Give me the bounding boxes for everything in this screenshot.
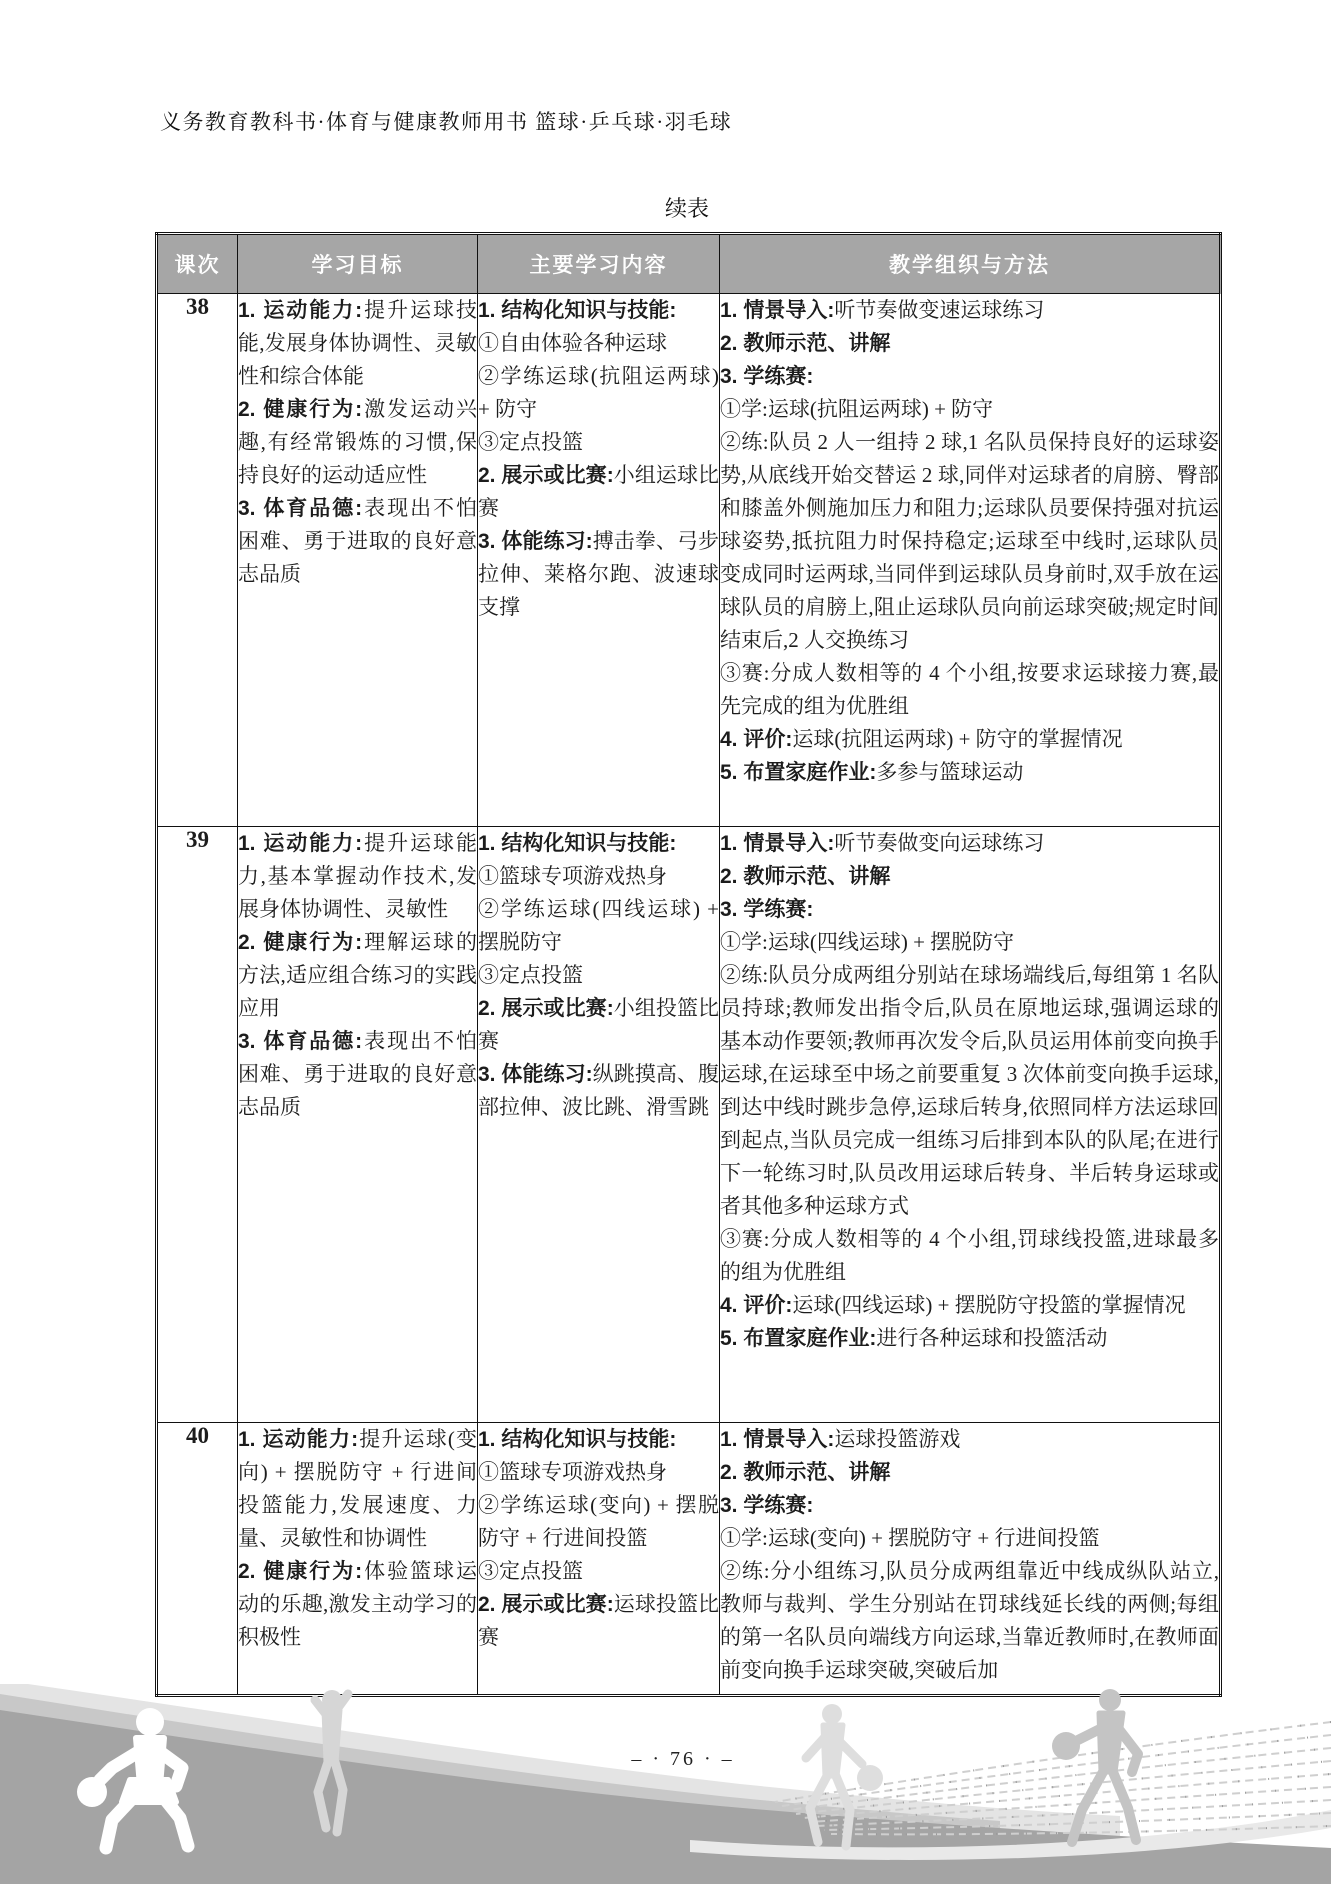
paragraph-label: 3. 学练赛: — [720, 365, 814, 388]
page-number: – · 76 · – — [631, 1748, 735, 1770]
content-cell — [478, 294, 720, 827]
objectives-cell — [238, 1423, 478, 1696]
paragraph: ②学练运球(四线运球) + 摆脱防守 — [478, 897, 719, 954]
table-row — [157, 1423, 1221, 1696]
paragraph: ②练:分小组练习,队员分成两组靠近中线成纵队站立,教师与裁判、学生分别站在罚球线延长线的两侧;每组的第一名队员向端线方向运球,当靠近教师时,在教师面前变向换手运球突破,突破后加 — [720, 1559, 1219, 1682]
paragraph — [720, 327, 1219, 360]
methods-cell — [720, 294, 1221, 827]
footer-decoration — [0, 1684, 1331, 1884]
content-cell-text — [478, 1423, 719, 1654]
paragraph-label: 2. 教师示范、讲解 — [720, 865, 891, 888]
paragraph-label: 2. 展示或比赛: — [478, 997, 614, 1020]
lesson-number-cell: 38 — [157, 294, 238, 827]
paragraph-label: 2. 展示或比赛: — [478, 1593, 614, 1616]
paragraph — [720, 360, 1219, 393]
lesson-number-cell: 40 — [157, 1423, 238, 1696]
table-row — [157, 827, 1221, 1423]
paragraph: 2. 健康行为:体验篮球运动的乐趣,激发主动学习的积极性 — [238, 1559, 477, 1649]
paragraph — [720, 1489, 1219, 1522]
paragraph: 5. 布置家庭作业:进行各种运球和投篮活动 — [720, 1326, 1108, 1350]
lesson-number-cell: 39 — [157, 827, 238, 1423]
table-body — [157, 294, 1221, 1696]
lesson-schedule-table — [155, 232, 1222, 1697]
objectives-cell — [238, 294, 478, 827]
paragraph-label: 1. 情景导入: — [720, 1428, 835, 1451]
paragraph: ②学练运球(抗阻运两球) + 防守 — [478, 364, 719, 421]
paragraph-label: 3. 体能练习: — [478, 530, 593, 553]
methods-cell-text — [720, 827, 1219, 1355]
paragraph: 2. 健康行为:理解运球的方法,适应组合练习的实践应用 — [238, 930, 477, 1020]
paragraph: 1. 情景导入:运球投篮游戏 — [720, 1427, 961, 1451]
paragraph — [720, 893, 1219, 926]
objectives-cell-text — [238, 1423, 477, 1654]
paragraph: ①篮球专项游戏热身 — [478, 864, 667, 888]
paragraph: ①学:运球(抗阻运两球) + 防守 — [720, 397, 994, 421]
paragraph-label: 2. 教师示范、讲解 — [720, 1461, 891, 1484]
methods-cell — [720, 827, 1221, 1423]
paragraph-label: 4. 评价: — [720, 1294, 793, 1317]
paragraph — [478, 294, 719, 327]
paragraph-label: 4. 评价: — [720, 728, 793, 751]
paragraph: ③定点投篮 — [478, 430, 583, 454]
paragraph: 5. 布置家庭作业:多参与篮球运动 — [720, 760, 1024, 784]
paragraph-label: 1. 运动能力: — [238, 299, 363, 322]
paragraph: ③定点投篮 — [478, 1559, 583, 1583]
paragraph: 3. 体育品德:表现出不怕困难、勇于进取的良好意志品质 — [238, 496, 477, 586]
paragraph-label: 1. 情景导入: — [720, 832, 835, 855]
table-caption: 续表 — [664, 196, 709, 221]
table-row — [157, 294, 1221, 827]
paragraph-label: 2. 健康行为: — [238, 1560, 363, 1583]
paragraph-label: 1. 结构化知识与技能: — [478, 1428, 677, 1451]
paragraph: ③定点投篮 — [478, 963, 583, 987]
paragraph: ③赛:分成人数相等的 4 个小组,按要求运球接力赛,最先完成的组为优胜组 — [720, 661, 1219, 718]
paragraph-label: 1. 情景导入: — [720, 299, 835, 322]
paragraph-label: 3. 学练赛: — [720, 898, 814, 921]
paragraph-label: 1. 运动能力: — [238, 832, 363, 855]
paragraph: 2. 展示或比赛:运球投篮比赛 — [478, 1592, 719, 1649]
paragraph: ①学:运球(四线运球) + 摆脱防守 — [720, 930, 1015, 954]
paragraph: 3. 体能练习:纵跳摸高、腹部拉伸、波比跳、滑雪跳 — [478, 1062, 719, 1119]
paragraph-label: 3. 体能练习: — [478, 1063, 593, 1086]
paragraph-label: 3. 体育品德: — [238, 497, 363, 520]
table-header-row — [157, 234, 1221, 294]
paragraph: ②学练运球(变向) + 摆脱防守 + 行进间投篮 — [478, 1493, 719, 1550]
paragraph-label: 1. 结构化知识与技能: — [478, 832, 677, 855]
content-cell — [478, 827, 720, 1423]
methods-cell-text — [720, 294, 1219, 789]
column-header-content: 主要学习内容 — [478, 234, 720, 294]
paragraph: ②练:队员 2 人一组持 2 球,1 名队员保持良好的运球姿势,从底线开始交替运 2 球,同伴对运球者的肩膀、臀部和膝盖外侧施加压力和阻力;运球队员要保持强对抗运球姿势,抵抗阻力时保持稳定;运球至中线时,运球队员变成同时运两球,当同伴到运球队员身前时,双手放在运球队员的肩膀上,阻止运球队员向前运球突破;规定时间结束后,2 人交换练习 — [720, 430, 1219, 652]
paragraph — [478, 1423, 719, 1456]
paragraph: 4. 评价:运球(抗阻运两球) + 防守的掌握情况 — [720, 727, 1123, 751]
paragraph: 2. 展示或比赛:小组投篮比赛 — [478, 996, 719, 1053]
paragraph-label: 2. 教师示范、讲解 — [720, 332, 891, 355]
column-header-objectives: 学习目标 — [238, 234, 478, 294]
paragraph-label: 2. 健康行为: — [238, 931, 363, 954]
paragraph-label: 3. 体育品德: — [238, 1030, 363, 1053]
paragraph: 1. 运动能力:提升运球能力,基本掌握动作技术,发展身体协调性、灵敏性 — [238, 831, 477, 921]
paragraph: 3. 体能练习:搏击拳、弓步拉伸、莱格尔跑、波速球支撑 — [478, 529, 719, 619]
paragraph: 4. 评价:运球(四线运球) + 摆脱防守投篮的掌握情况 — [720, 1293, 1186, 1317]
paragraph: 1. 运动能力:提升运球(变向) + 摆脱防守 + 行进间投篮能力,发展速度、力量、灵敏性和协调性 — [238, 1427, 477, 1550]
paragraph — [720, 1456, 1219, 1489]
paragraph: ②练:队员分成两组分别站在球场端线后,每组第 1 名队员持球;教师发出指令后,队员在原地运球,强调运球的基本动作要领;教师再次发令后,队员运用体前变向换手运球,在运球至中场之前要重复 3 次体前变向换手运球,到达中线时跳步急停,运球后转身,依照同样方法运球回到起点,当队员完成一组练习后排到本队的队尾;在进行下一轮练习时,队员改用运球后转身、半后转身运球或者其他多种运球方式 — [720, 963, 1219, 1218]
paragraph: 1. 情景导入:听节奏做变速运球练习 — [720, 298, 1045, 322]
paragraph — [478, 827, 719, 860]
paragraph: 1. 情景导入:听节奏做变向运球练习 — [720, 831, 1045, 855]
objectives-cell — [238, 827, 478, 1423]
paragraph: ①学:运球(变向) + 摆脱防守 + 行进间投篮 — [720, 1526, 1100, 1550]
paragraph: 2. 展示或比赛:小组运球比赛 — [478, 463, 719, 520]
objectives-cell-text — [238, 827, 477, 1124]
paragraph: 2. 健康行为:激发运动兴趣,有经常锻炼的习惯,保持良好的运动适应性 — [238, 397, 477, 487]
paragraph: ③赛:分成人数相等的 4 个小组,罚球线投篮,进球最多的组为优胜组 — [720, 1227, 1219, 1284]
paragraph — [720, 860, 1219, 893]
content-cell — [478, 1423, 720, 1696]
book-header-title: 义务教育教科书·体育与健康教师用书 篮球·乒乓球·羽毛球 — [160, 110, 733, 134]
paragraph-label: 5. 布置家庭作业: — [720, 761, 877, 784]
objectives-cell-text — [238, 294, 477, 591]
paragraph: ①篮球专项游戏热身 — [478, 1460, 667, 1484]
content-cell-text — [478, 294, 719, 624]
paragraph-label: 3. 学练赛: — [720, 1494, 814, 1517]
paragraph-label: 5. 布置家庭作业: — [720, 1327, 877, 1350]
column-header-lesson: 课次 — [157, 234, 238, 294]
paragraph-label: 2. 展示或比赛: — [478, 464, 614, 487]
paragraph-label: 2. 健康行为: — [238, 398, 363, 421]
methods-cell-text — [720, 1423, 1219, 1687]
content-cell-text — [478, 827, 719, 1124]
paragraph-label: 1. 运动能力: — [238, 1428, 359, 1451]
paragraph: 3. 体育品德:表现出不怕困难、勇于进取的良好意志品质 — [238, 1029, 477, 1119]
paragraph: ①自由体验各种运球 — [478, 331, 667, 355]
paragraph-label: 1. 结构化知识与技能: — [478, 299, 677, 322]
paragraph: 1. 运动能力:提升运球技能,发展身体协调性、灵敏性和综合体能 — [238, 298, 477, 388]
methods-cell — [720, 1423, 1221, 1696]
column-header-methods: 教学组织与方法 — [720, 234, 1221, 294]
